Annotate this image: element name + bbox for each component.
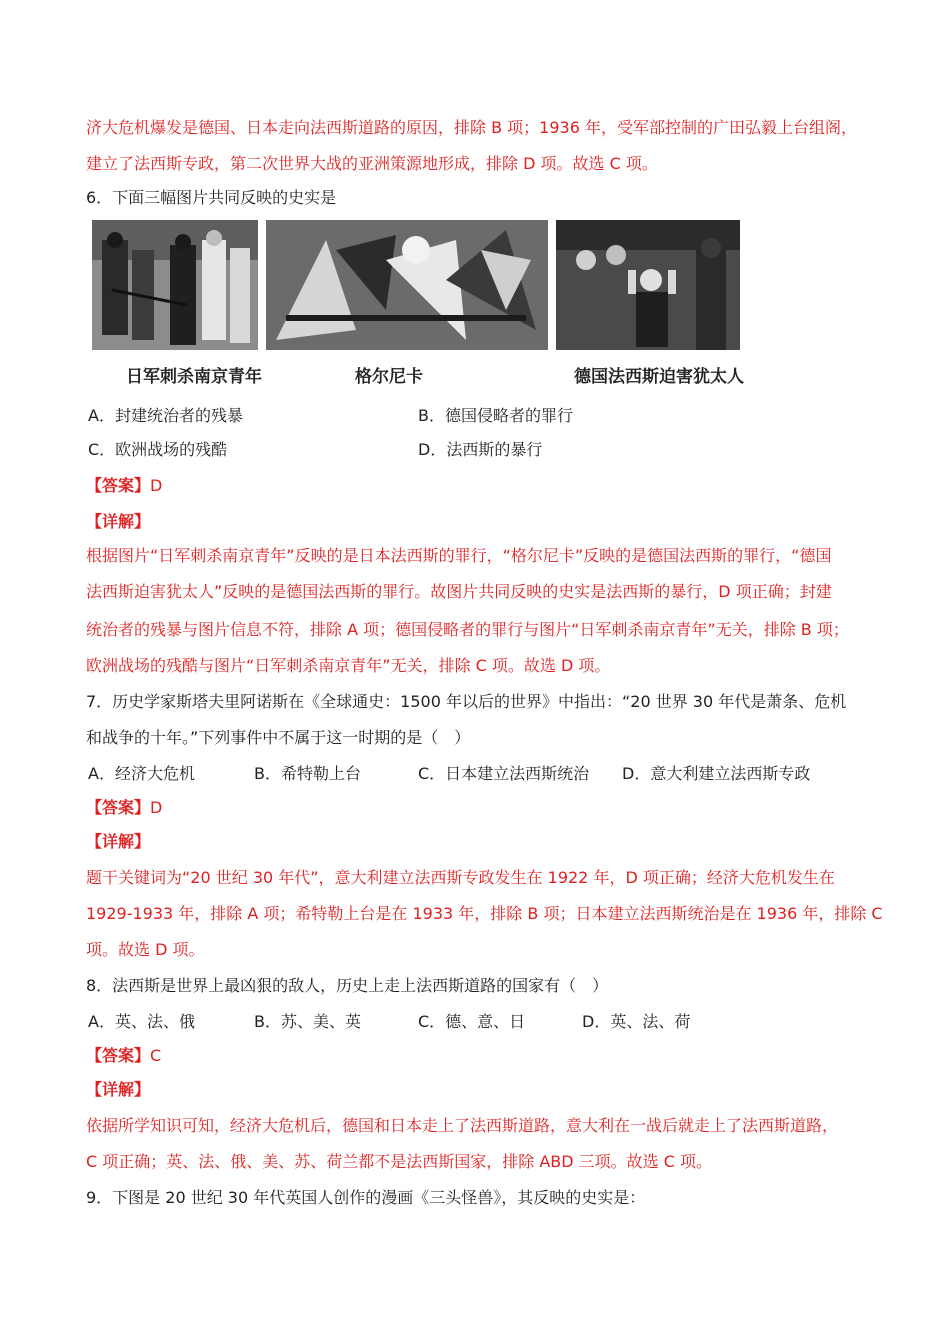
q7-detail-label: 【详解】 [86,832,151,851]
q7-detail-line-2: 1929-1933 年，排除 A 项；希特勒上台是在 1933 年，排除 B 项；日本建立法西斯统治是在 1936 年，排除 C [86,904,883,923]
q8-option-c: C．德、意、日 [418,1012,526,1031]
q6-stem: 6．下面三幅图片共同反映的史实是 [86,188,337,207]
q6-option-a: A．封建统治者的残暴 [88,406,243,425]
q9-stem: 9．下图是 20 世纪 30 年代英国人创作的漫画《三头怪兽》，其反映的史实是： [86,1188,646,1207]
q8-answer [86,1046,161,1066]
q6-detail-line-4: 欧洲战场的残酷与图片“日军刺杀南京青年”无关，排除 C 项。故选 D 项。 [86,656,611,675]
intro-line-1: 济大危机爆发是德国、日本走向法西斯道路的原因，排除 B 项；1936 年，受军部控制的广田弘毅上台组阁， [86,118,857,137]
q8-option-a: A．英、法、俄 [88,1012,195,1031]
caption-persecution: 德国法西斯迫害犹太人 [574,367,744,387]
guernica-painting [266,220,548,350]
q8-option-d: D．英、法、荷 [582,1012,691,1031]
q6-detail-line-2: 法西斯迫害犹太人”反映的是德国法西斯的罪行。故图片共同反映的史实是法西斯的暴行，D 项正确；封建 [86,582,832,601]
nanjing-photo [92,220,258,350]
q7-option-c: C．日本建立法西斯统治 [418,764,590,783]
answer-value: D [150,476,163,495]
persecution-photo [556,220,740,350]
q7-option-a: A．经济大危机 [88,764,195,783]
answer-label: 【答案】 [86,476,151,495]
q7-stem-2: 和战争的十年。”下列事件中不属于这一时期的是（ ） [86,728,471,747]
q8-stem: 8．法西斯是世界上最凶狠的敌人，历史上走上法西斯道路的国家有（ ） [86,976,609,995]
q8-detail-label: 【详解】 [86,1080,151,1099]
q7-stem-1: 7．历史学家斯塔夫里阿诺斯在《全球通史：1500 年以后的世界》中指出：“20 世界 30 年代是萧条、危机 [86,692,847,711]
caption-nanjing: 日军刺杀南京青年 [126,367,262,387]
q6-option-d: D．法西斯的暴行 [418,440,543,459]
q6-answer [86,476,162,496]
q7-detail-line-1: 题干关键词为“20 世纪 30 年代”，意大利建立法西斯专政发生在 1922 年，D 项正确；经济大危机发生在 [86,868,835,887]
q6-detail-line-1: 根据图片“日军刺杀南京青年”反映的是日本法西斯的罪行，“格尔尼卡”反映的是德国法西斯的罪行，“德国 [86,546,832,565]
q6-option-b: B．德国侵略者的罪行 [418,406,573,425]
intro-line-2: 建立了法西斯专政，第二次世界大战的亚洲策源地形成，排除 D 项。故选 C 项。 [86,154,658,173]
q7-answer [86,798,162,818]
caption-guernica: 格尔尼卡 [355,367,423,387]
q7-detail-line-3: 项。故选 D 项。 [86,940,205,959]
q7-option-b: B．希特勒上台 [254,764,361,783]
answer-value: C [150,1046,162,1065]
q6-detail-label: 【详解】 [86,512,151,531]
answer-label: 【答案】 [86,798,151,817]
q6-detail-line-3: 统治者的残暴与图片信息不符，排除 A 项；德国侵略者的罪行与图片“日军刺杀南京青年”无关，排除 B 项； [86,620,849,639]
q8-detail-line-2: C 项正确；英、法、俄、美、苏、荷兰都不是法西斯国家，排除 ABD 三项。故选 C 项。 [86,1152,713,1171]
q6-option-c: C．欧洲战场的残酷 [88,440,228,459]
answer-value: D [150,798,163,817]
answer-label: 【答案】 [86,1046,151,1065]
q8-option-b: B．苏、美、英 [254,1012,361,1031]
q7-option-d: D．意大利建立法西斯专政 [622,764,811,783]
q8-detail-line-1: 依据所学知识可知，经济大危机后，德国和日本走上了法西斯道路，意大利在一战后就走上了法西斯道路， [86,1116,839,1135]
